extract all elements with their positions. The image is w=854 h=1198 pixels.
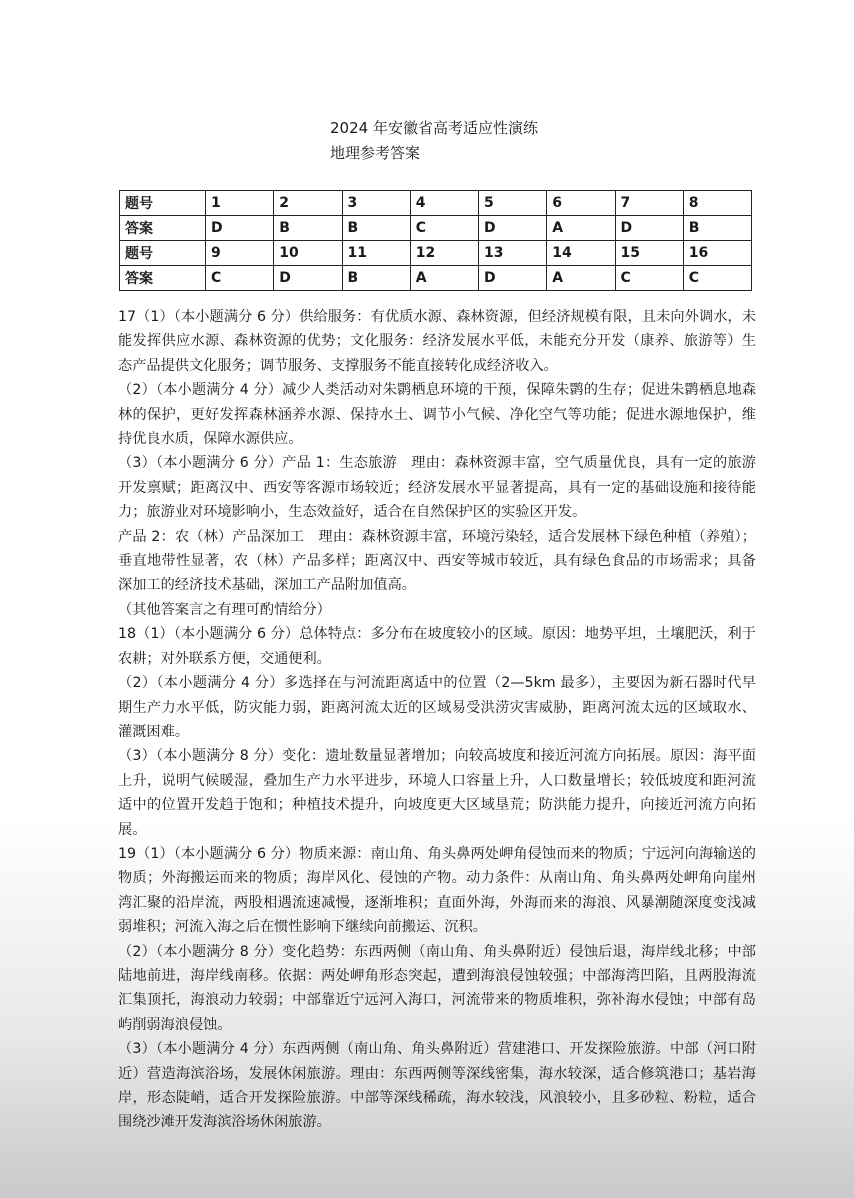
table-cell: 5 [479, 191, 547, 216]
table-cell: A [547, 266, 615, 291]
table-cell: B [342, 266, 410, 291]
table-cell: C [683, 266, 751, 291]
document-subtitle: 地理参考答案 [330, 144, 421, 162]
table-cell: C [206, 266, 274, 291]
table-row-header-cell: 题号 [120, 241, 206, 266]
table-cell: 10 [274, 241, 342, 266]
table-row [120, 216, 752, 241]
table-cell: 8 [683, 191, 751, 216]
table-row [120, 266, 752, 291]
table-cell: B [342, 216, 410, 241]
table-cell: 16 [683, 241, 751, 266]
table-cell: D [615, 216, 683, 241]
table-cell: A [547, 216, 615, 241]
table-row-header-cell: 题号 [120, 191, 206, 216]
table-cell: B [274, 216, 342, 241]
table-row [120, 241, 752, 266]
answer-paragraph-19-3: （3）（本小题满分 4 分）东西两侧（南山角、角头鼻附近）营建港口、开发探险旅游。中部（河口附近）营造海滨浴场，发展休闲旅游。理由：东西两侧等深线密集，海水较深，适合修筑港口；基岩海岸，形态陡峭，适合开发探险旅游。中部等深线稀疏，海水较浅，风浪较小，且多砂粒、粉粒，适合围绕沙滩开发海滨浴场休闲旅游。 [118, 1041, 756, 1131]
table-cell: D [206, 216, 274, 241]
document-title: 2024 年安徽省高考适应性演练 [330, 119, 538, 137]
answer-table [119, 190, 752, 291]
table-row-header-cell: 答案 [120, 216, 206, 241]
table-cell: C [615, 266, 683, 291]
table-cell: 2 [274, 191, 342, 216]
title-block [330, 116, 538, 166]
table-cell: D [479, 266, 547, 291]
answer-paragraph-18-2: （2）（本小题满分 4 分）多选择在与河流距离适中的位置（2—5km 最多），主要因为新石器时代早期生产力水平低，防灾能力弱，距离河流太近的区域易受洪涝灾害威胁，距离河流太远的区域取水、灌溉困难。 [118, 675, 756, 740]
table-cell: 12 [410, 241, 478, 266]
answer-paragraph-18-1: 18（1）（本小题满分 6 分）总体特点：多分布在坡度较小的区域。原因：地势平坦，土壤肥沃，利于农耕；对外联系方便，交通便利。 [118, 626, 756, 667]
table-cell: 7 [615, 191, 683, 216]
table-cell: 14 [547, 241, 615, 266]
table-cell: 3 [342, 191, 410, 216]
answer-content [118, 305, 756, 1135]
table-cell: D [479, 216, 547, 241]
answer-paragraph-19-1: 19（1）（本小题满分 6 分）物质来源：南山角、角头鼻两处岬角侵蚀而来的物质；宁远河向海输送的物质；外海搬运而来的物质；海岸风化、侵蚀的产物。动力条件：从南山角、角头鼻两处岬角向崖州湾汇聚的沿岸流，两股相遇流速减慢，逐渐堆积；直面外海，外海而来的海浪、风暴潮随深度变浅减弱堆积；河流入海之后在惯性影响下继续向前搬运、沉积。 [118, 845, 756, 936]
answer-paragraph-note: （其他答案言之有理可酌情给分） [118, 601, 331, 618]
answer-paragraph-17-2: （2）（本小题满分 4 分）减少人类活动对朱鹮栖息环境的干预，保障朱鹮的生存；促进朱鹮栖息地森林的保护，更好发挥森林涵养水源、保持水土、调节小气候、净化空气等功能；促进水源地保护，维持优良水质，保障水源供应。 [118, 382, 756, 448]
table-cell: C [410, 216, 478, 241]
answer-paragraph-19-2: （2）（本小题满分 8 分）变化趋势：东西两侧（南山角、角头鼻附近）侵蚀后退，海岸线北移；中部陆地前进，海岸线南移。依据：两处岬角形态突起，遭到海浪侵蚀较强；中部海湾凹陷，且两股海流汇集顶托，海浪动力较弱；中部靠近宁远河入海口，河流带来的物质堆积，弥补海水侵蚀；中部有岛屿削弱海浪侵蚀。 [118, 943, 756, 1033]
table-cell: 4 [410, 191, 478, 216]
table-cell: 15 [615, 241, 683, 266]
answer-paragraph-17-3-product-2: 产品 2：农（林）产品深加工 理由：森林资源丰富，环境污染轻，适合发展林下绿色种植（养殖）；垂直地带性显著，农（林）产品多样；距离汉中、西安等城市较近，具有绿色食品的市场需求；具备深加工的经济技术基础，深加工产品附加值高。 [118, 528, 756, 594]
table-cell: D [274, 266, 342, 291]
answer-paragraph-17-3: （3）（本小题满分 6 分）产品 1：生态旅游 理由：森林资源丰富，空气质量优良，具有一定的旅游开发禀赋；距离汉中、西安等客源市场较近；经济发展水平显著提高，具有一定的基础设施和接待能力；旅游业对环境影响小，生态效益好，适合在自然保护区的实验区开发。 [118, 455, 756, 521]
table-cell: 6 [547, 191, 615, 216]
answer-paragraph-18-3: （3）（本小题满分 8 分）变化：遗址数量显著增加；向较高坡度和接近河流方向拓展。原因：海平面上升，说明气候暖湿，叠加生产力水平进步，环境人口容量上升，人口数量增长；较低坡度和距河流适中的位置开发趋于饱和；种植技术提升，向坡度更大区域垦荒；防洪能力提升，向接近河流方向拓展。 [118, 748, 756, 838]
table-row [120, 191, 752, 216]
table-cell: 9 [206, 241, 274, 266]
table-cell: A [410, 266, 478, 291]
table-cell: B [683, 216, 751, 241]
table-cell: 1 [206, 191, 274, 216]
table-cell: 11 [342, 241, 410, 266]
table-cell: 13 [479, 241, 547, 266]
answer-paragraph-17-1: 17（1）（本小题满分 6 分）供给服务：有优质水源、森林资源，但经济规模有限，且未向外调水，未能发挥供应水源、森林资源的优势；文化服务：经济发展水平低，未能充分开发（康养、旅游等）生态产品提供文化服务；调节服务、支撑服务不能直接转化成经济收入。 [118, 309, 756, 374]
table-row-header-cell: 答案 [120, 266, 206, 291]
